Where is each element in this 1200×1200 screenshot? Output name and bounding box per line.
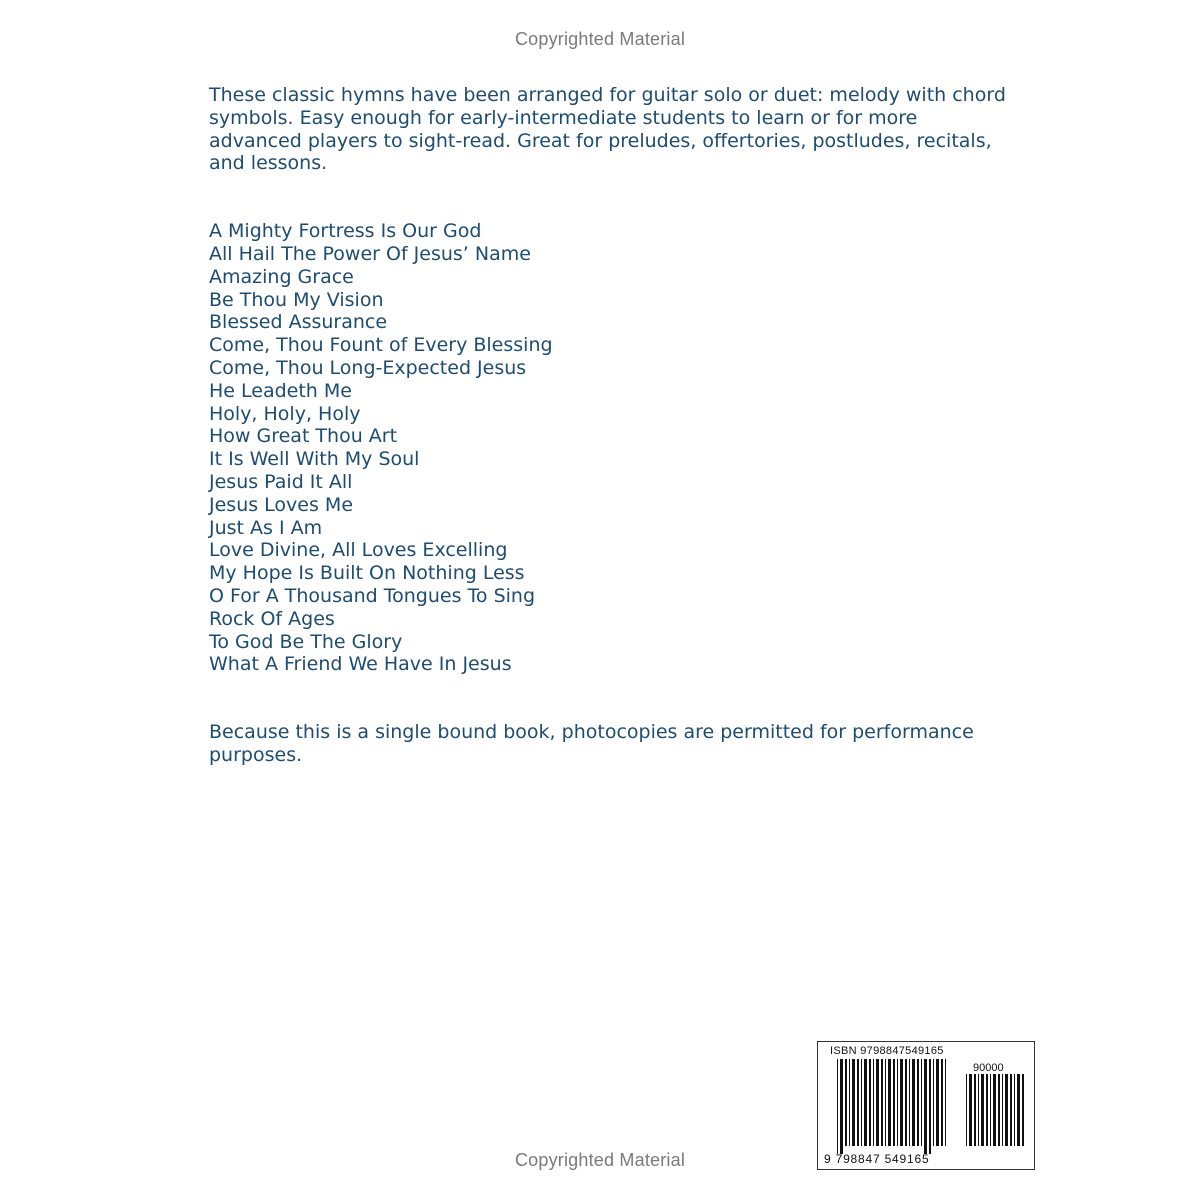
hymn-item: To God Be The Glory: [209, 630, 403, 653]
intro-paragraph: These classic hymns have been arranged for guitar solo or duet: melody with chord symbols. Easy enough for early-intermediate students to learn or for more advanced players to sight-read. Great for preludes, offertories, postludes, recitals, and lessons.: [209, 84, 1006, 175]
copyright-watermark-top: Copyrighted Material: [514, 29, 686, 49]
hymn-item: Be Thou My Vision: [209, 288, 384, 311]
barcode-addon-bars: [966, 1074, 1024, 1154]
barcode-main-bars: [837, 1059, 949, 1154]
hymn-item: Come, Thou Fount of Every Blessing: [209, 334, 553, 357]
photocopy-note: Because this is a single bound book, photocopies are permitted for performance purposes.: [209, 721, 974, 766]
hymn-item: Amazing Grace: [209, 265, 354, 288]
hymn-item: Rock Of Ages: [209, 607, 335, 630]
back-cover-text: [209, 84, 1009, 767]
hymn-item: Jesus Loves Me: [209, 493, 354, 516]
hymn-item: All Hail The Power Of Jesus’ Name: [209, 242, 531, 265]
isbn-label: ISBN 9798847549165: [830, 1045, 944, 1057]
hymn-item: Love Divine, All Loves Excelling: [209, 539, 508, 562]
hymn-list: [209, 220, 1009, 676]
hymn-item: Just As I Am: [209, 516, 323, 539]
hymn-item: He Leadeth Me: [209, 379, 352, 402]
hymn-item: What A Friend We Have In Jesus: [209, 653, 512, 676]
hymn-item: O For A Thousand Tongues To Sing: [209, 584, 536, 607]
barcode-digits: 9 798847 549165: [824, 1152, 930, 1166]
price-code: 90000: [973, 1062, 1004, 1074]
hymn-item: A Mighty Fortress Is Our God: [209, 220, 482, 243]
hymn-item: It Is Well With My Soul: [209, 448, 420, 471]
hymn-item: Come, Thou Long-Expected Jesus: [209, 356, 527, 379]
isbn-barcode: [817, 1041, 1035, 1170]
hymn-item: Blessed Assurance: [209, 311, 388, 334]
hymn-item: My Hope Is Built On Nothing Less: [209, 562, 525, 585]
copyright-watermark-bottom: Copyrighted Material: [514, 1150, 686, 1170]
hymn-item: How Great Thou Art: [209, 425, 398, 448]
hymn-item: Jesus Paid It All: [209, 470, 353, 493]
hymn-item: Holy, Holy, Holy: [209, 402, 361, 425]
